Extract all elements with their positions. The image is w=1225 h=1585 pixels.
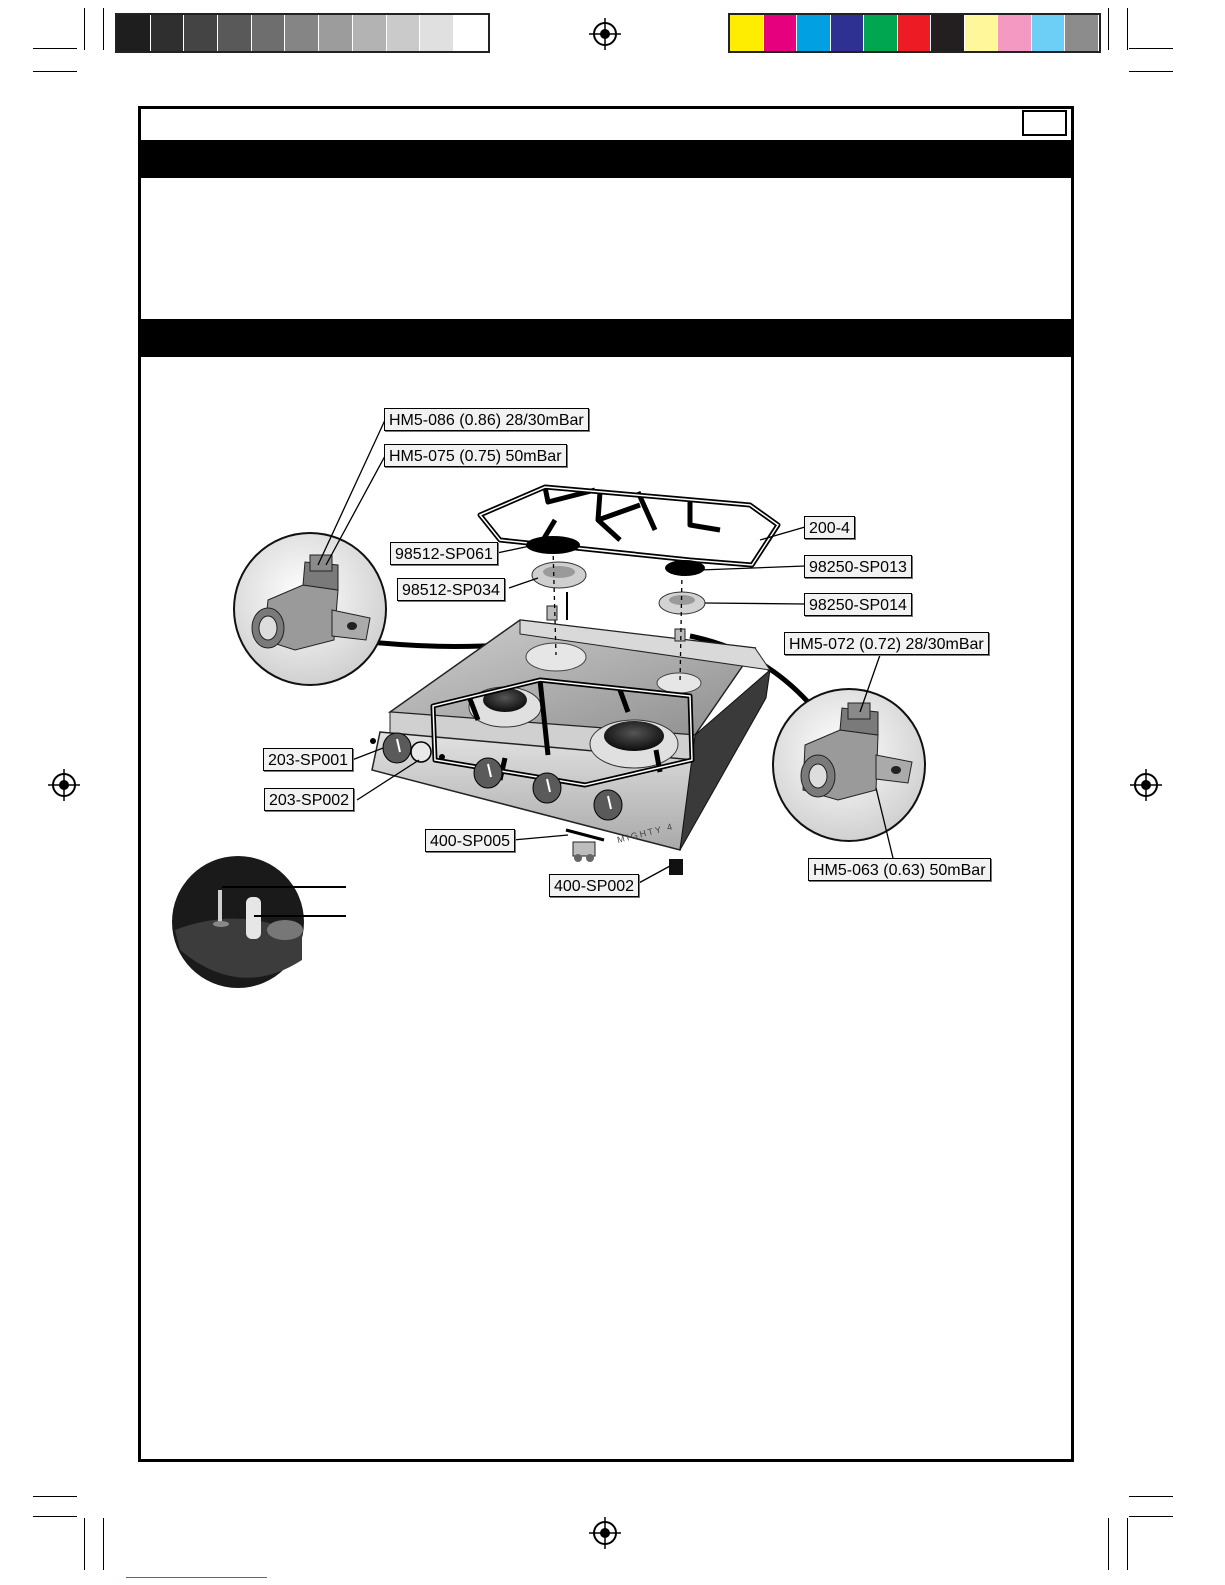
spanner-parts <box>566 830 604 862</box>
label-burner-large: 98512-SP034 <box>397 578 505 601</box>
burner-front-right <box>590 720 678 768</box>
label-nozzle-left-a: HM5-086 (0.86) 28/30mBar <box>384 408 589 431</box>
label-nozzle-right-b: HM5-063 (0.63) 50mBar <box>808 858 991 881</box>
nozzle-zoom-left <box>234 533 386 685</box>
label-burner-small: 98250-SP014 <box>804 593 912 616</box>
label-nozzle-left-b: HM5-075 (0.75) 50mBar <box>384 444 567 467</box>
label-knob-ring: 203-SP002 <box>264 788 354 811</box>
jet-assembly-left <box>547 592 567 620</box>
label-foot: 400-SP002 <box>549 874 639 897</box>
label-cap-large: 98512-SP061 <box>390 542 498 565</box>
label-cap-small: 98250-SP013 <box>804 555 912 578</box>
label-knob: 203-SP001 <box>263 748 353 771</box>
label-nozzle-right-a: HM5-072 (0.72) 28/30mBar <box>784 632 989 655</box>
label-spanner: 400-SP005 <box>425 829 515 852</box>
label-grid: 200-4 <box>804 516 855 539</box>
burner-seat-back-right <box>657 673 701 693</box>
pan-support-exploded-highlight <box>480 487 778 565</box>
burner-cap-small <box>665 560 705 576</box>
jet-assembly-right <box>675 629 685 641</box>
cooker-foot <box>669 859 683 875</box>
nozzle-zoom-right <box>773 689 925 841</box>
cooker-brand-text: MIGHTY 4 <box>616 821 676 845</box>
electrode-photo-inset <box>172 856 304 988</box>
